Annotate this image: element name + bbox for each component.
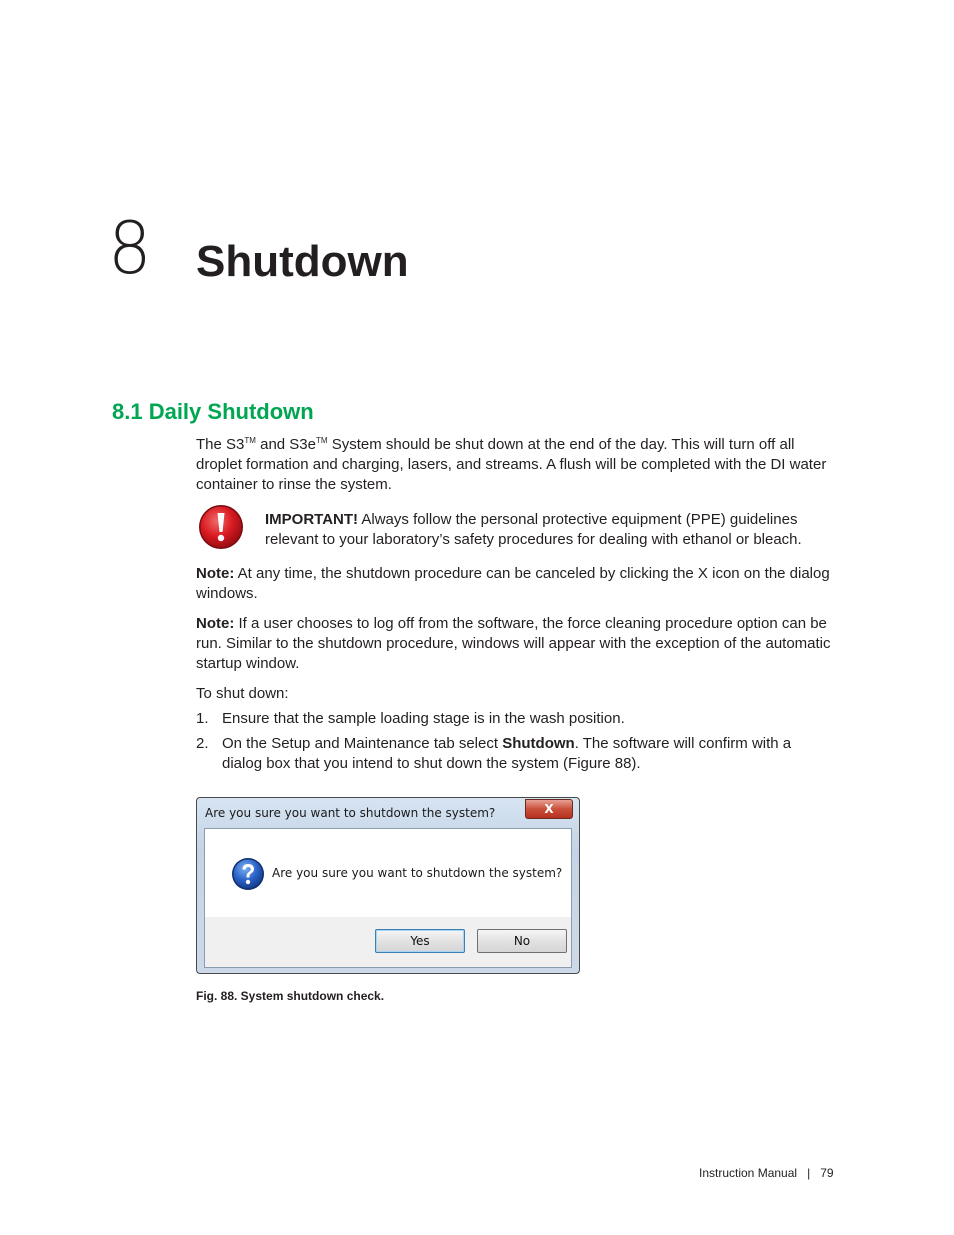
step-number: 1. bbox=[196, 710, 209, 727]
page-number: 79 bbox=[820, 1166, 834, 1180]
important-note: IMPORTANT! Always follow the personal protective equipment (PPE) guidelines relevant to your laboratory’s safety procedures for dealing with ethanol or bleach. bbox=[265, 511, 802, 548]
dialog-title: Are you sure you want to shutdown the system? bbox=[205, 806, 496, 820]
step-text: Ensure that the sample loading stage is in the wash position. bbox=[222, 710, 625, 727]
chapter-title: Shutdown bbox=[196, 237, 409, 286]
intro-paragraph: The S3™ and S3e™ System should be shut down at the end of the day. This will turn off all droplet formation and charging, lasers, and streams. A flush will be completed with the DI water container to rinse the system. bbox=[196, 436, 827, 493]
chapter-number: 8 bbox=[108, 206, 152, 290]
close-button[interactable]: X bbox=[525, 799, 573, 819]
note-cancel: Note: At any time, the shutdown procedure can be canceled by clicking the X icon on the dialog windows. bbox=[196, 565, 830, 602]
question-icon bbox=[231, 857, 265, 891]
steps-intro: To shut down: bbox=[196, 685, 289, 702]
exclamation-warning-icon bbox=[197, 503, 245, 551]
footer-separator: | bbox=[807, 1166, 811, 1180]
no-button[interactable]: No bbox=[477, 929, 567, 953]
footer-label: Instruction Manual bbox=[699, 1166, 798, 1180]
section-title: 8.1 Daily Shutdown bbox=[112, 399, 314, 424]
dialog-body bbox=[204, 828, 572, 968]
step-text: On the Setup and Maintenance tab select Shutdown. The software will confirm with a dialog box that you intend to shut down the system (Figure 88). bbox=[222, 735, 792, 772]
dialog-message: Are you sure you want to shutdown the system? bbox=[272, 866, 563, 880]
figure-caption: Fig. 88. System shutdown check. bbox=[196, 989, 385, 1003]
page-footer bbox=[699, 1166, 834, 1180]
note-logoff: Note: If a user chooses to log off from the software, the force cleaning procedure option can be run. Similar to the shutdown procedure, windows will appear with the exception of the automatic startup window. bbox=[196, 615, 831, 672]
yes-button[interactable]: Yes bbox=[375, 929, 465, 953]
step-number: 2. bbox=[196, 735, 209, 752]
shutdown-dialog bbox=[196, 797, 580, 974]
